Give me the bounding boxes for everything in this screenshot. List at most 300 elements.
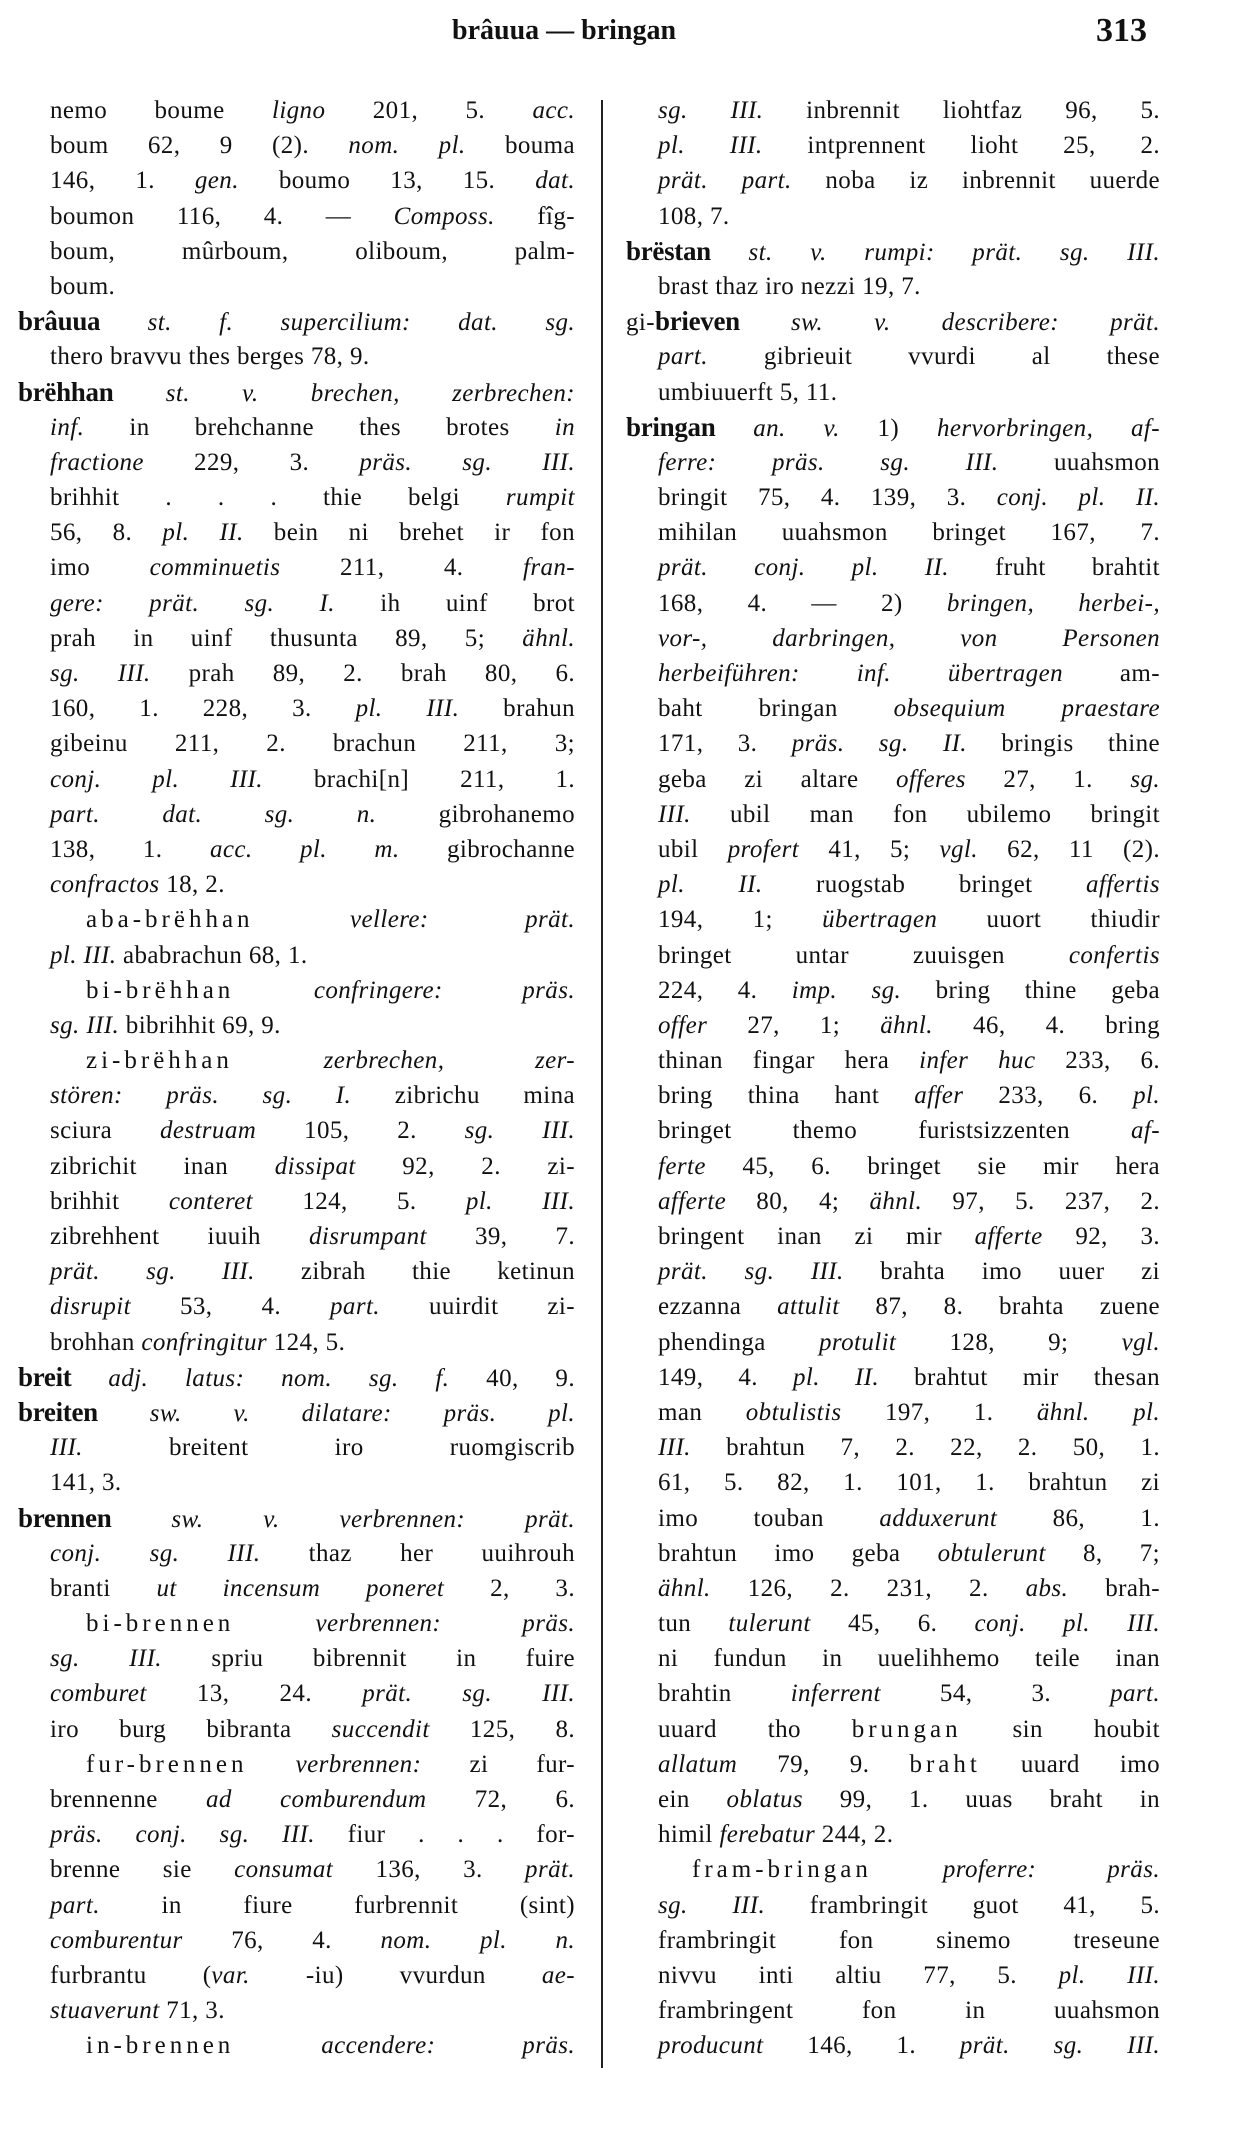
- text-line: [658, 1676, 1160, 1711]
- italic-text: st. v. rumpi: prät. sg. III.: [748, 238, 1160, 266]
- italic-text: part.: [658, 343, 708, 371]
- roman-text: 1): [839, 414, 937, 442]
- text-line: [658, 1571, 1160, 1606]
- roman-text: bring thina hant: [658, 1082, 915, 1110]
- italic-text: conj. pl. III.: [974, 1610, 1160, 1638]
- italic-text: vgl.: [939, 835, 978, 863]
- roman-text: bibrihhit 69, 9.: [119, 1011, 281, 1039]
- roman-text: 46, 4. bring: [932, 1011, 1160, 1039]
- roman-text: furbrantu (: [50, 1961, 212, 1989]
- text-line: [658, 1360, 1160, 1395]
- italic-text: attulit: [777, 1293, 840, 1321]
- roman-text: ababrachun 68, 1.: [116, 941, 308, 969]
- roman-text: geba zi altare: [658, 765, 896, 793]
- italic-text: verbrennen: präs.: [315, 1610, 576, 1638]
- italic-text: verbrennen:: [295, 1750, 422, 1778]
- roman-text: bringet untar zuuisgen: [658, 941, 1069, 969]
- roman-text: [740, 309, 791, 336]
- italic-text: fractione: [50, 448, 144, 476]
- italic-text: gere: prät. sg. I.: [50, 589, 335, 617]
- italic-text: pl. III.: [1058, 1961, 1160, 1989]
- text-line: [658, 1501, 1160, 1536]
- italic-text: obtulerunt: [937, 1539, 1046, 1567]
- roman-text: 86, 1.: [997, 1504, 1160, 1532]
- roman-text: 8, 7;: [1045, 1539, 1160, 1567]
- italic-text: rumpit: [505, 484, 575, 512]
- italic-text: gen.: [194, 167, 239, 195]
- roman-text: 171, 3.: [658, 730, 792, 758]
- sub-entry-headword: aba-brëhhan: [86, 906, 254, 934]
- roman-text: brahtun imo geba: [658, 1539, 938, 1567]
- roman-text: 138, 1.: [50, 835, 210, 863]
- roman-text: 146, 1.: [50, 167, 195, 195]
- italic-text: afferte: [658, 1187, 727, 1215]
- roman-text: 201, 5.: [325, 97, 533, 124]
- italic-text: adj. latus: nom. sg. f.: [108, 1364, 450, 1392]
- italic-text: prät. conj. pl. II.: [658, 554, 949, 582]
- italic-text: dissipat: [274, 1152, 356, 1180]
- roman-text: spriu bibrennit in fuire: [161, 1645, 575, 1673]
- italic-text: vgl.: [1121, 1328, 1161, 1356]
- headword: brennen: [18, 1502, 112, 1533]
- italic-text: accendere: präs.: [321, 2032, 576, 2060]
- italic-text: part. dat. sg. n.: [50, 800, 377, 828]
- roman-text: prah in uinf thusunta 89, 5;: [50, 624, 523, 652]
- roman-text: fruht brahtit: [948, 554, 1160, 582]
- headword: breiten: [18, 1396, 98, 1427]
- roman-text: 197, 1.: [841, 1398, 1037, 1426]
- italic-text: präs. sg. II.: [791, 730, 967, 758]
- sub-entry-headword: zi-brëhhan: [86, 1047, 233, 1075]
- roman-text: 97, 5. 237, 2.: [922, 1187, 1161, 1215]
- roman-text: zibrah thie ketinun: [254, 1258, 575, 1286]
- roman-text: 160, 1. 228, 3.: [50, 695, 356, 723]
- italic-text: prät. part.: [658, 167, 792, 195]
- italic-text: succendit: [331, 1715, 430, 1743]
- text-line: [658, 1993, 1160, 2028]
- roman-text: phendinga: [658, 1328, 819, 1356]
- italic-text: ferebatur: [719, 1821, 816, 1849]
- roman-text: boumo 13, 15.: [238, 167, 536, 195]
- sub-entry-headword: fur-brennen: [86, 1750, 248, 1778]
- italic-text: profert: [727, 835, 800, 863]
- italic-text: III.: [658, 1434, 691, 1462]
- italic-text: affer: [914, 1082, 964, 1110]
- roman-text: brah-: [1068, 1574, 1160, 1602]
- roman-text: 168, 4. — 2): [658, 589, 947, 617]
- roman-text: 229, 3.: [143, 448, 360, 476]
- roman-text: gibrieuit vvurdi al these: [707, 343, 1160, 371]
- headword: brâuua: [18, 306, 101, 337]
- roman-text: 27, 1;: [707, 1011, 881, 1039]
- italic-text: sw. v. describere: prät.: [791, 309, 1160, 337]
- roman-text: 2, 3.: [444, 1574, 575, 1602]
- roman-text: brihhit . . . thie belgi: [50, 484, 506, 512]
- text-line: [626, 234, 1160, 269]
- italic-text: prät.: [525, 1856, 575, 1884]
- text-line: [658, 339, 1160, 374]
- roman-text: 62, 11 (2).: [977, 835, 1160, 863]
- roman-text: 105, 2.: [256, 1117, 465, 1145]
- italic-text: pl. III.: [355, 695, 460, 723]
- roman-text: 45, 6.: [810, 1610, 975, 1638]
- italic-text: Composs.: [393, 202, 495, 230]
- roman-text: 56, 8.: [50, 519, 163, 547]
- roman-text: umbiuuerft 5, 11.: [658, 378, 838, 406]
- roman-text: boum.: [50, 272, 116, 300]
- roman-text: 80, 4;: [726, 1187, 870, 1215]
- italic-text: zerbrechen, zer-: [323, 1047, 575, 1075]
- text-line: [658, 1747, 1160, 1782]
- italic-text: obsequium praestare: [893, 695, 1160, 723]
- roman-text: brennenne: [50, 1786, 206, 1813]
- roman-text: bein ni brehet ir fon: [243, 519, 575, 547]
- roman-text: thero bravvu thes berges 78, 9.: [50, 343, 370, 371]
- italic-text: conj. sg. III.: [50, 1539, 261, 1567]
- italic-text: inferrent: [790, 1680, 881, 1708]
- roman-text: 146, 1.: [763, 2032, 960, 2060]
- text-line: [658, 1043, 1160, 1078]
- roman-text: 126, 2. 231, 2.: [710, 1574, 1026, 1602]
- roman-text: am-: [1062, 660, 1161, 687]
- text-line: [658, 1817, 1160, 1852]
- italic-text: pl. II.: [793, 1363, 880, 1391]
- italic-text: an. v.: [753, 414, 840, 442]
- text-line: [692, 1852, 1160, 1887]
- text-line: [658, 797, 1160, 832]
- italic-text: ähnl.: [880, 1011, 933, 1039]
- sub-entry-headword: bi-brennen: [86, 1610, 235, 1638]
- roman-text: brihhit: [50, 1187, 169, 1215]
- italic-text: acc. pl. m.: [209, 835, 400, 863]
- roman-text: 87, 8. brahta zuene: [839, 1293, 1160, 1321]
- roman-text: 39, 7.: [426, 1223, 575, 1250]
- text-line: [658, 1465, 1160, 1500]
- italic-text: präs. conj. sg. III.: [50, 1821, 315, 1849]
- italic-text: sw. v. dilatare: präs. pl.: [149, 1399, 575, 1427]
- roman-text: bringent inan zi mir: [658, 1223, 975, 1250]
- italic-text: vor-, darbringen, von Personen: [658, 624, 1160, 652]
- text-line: [626, 410, 1160, 445]
- italic-text: ut incensum poneret: [156, 1574, 445, 1602]
- roman-text: sciura: [50, 1117, 160, 1145]
- roman-text: uuard imo: [980, 1750, 1160, 1778]
- roman-text: [872, 1856, 943, 1883]
- text-line: [658, 1184, 1160, 1219]
- text-line: [658, 128, 1160, 163]
- roman-text: 233, 6.: [963, 1082, 1134, 1110]
- italic-text: sg.: [1130, 765, 1160, 793]
- italic-text: consumat: [234, 1856, 334, 1884]
- text-line: [658, 1782, 1160, 1817]
- italic-text: sg. III.: [658, 1891, 766, 1919]
- italic-text: übertragen: [822, 906, 938, 934]
- roman-text: uuahsmon: [998, 448, 1160, 476]
- roman-text: fîg-: [494, 202, 575, 230]
- italic-text: pl.: [1133, 1082, 1160, 1110]
- italic-text: prät. sg. III.: [959, 2032, 1160, 2060]
- italic-text: pl. III.: [465, 1187, 575, 1215]
- italic-text: part.: [1110, 1680, 1161, 1708]
- header-title: brâuua — bringan: [452, 15, 677, 46]
- italic-text: allatum: [658, 1750, 738, 1778]
- roman-text: brast thaz iro nezzi 19, 7.: [658, 272, 921, 300]
- italic-text: var.: [211, 1961, 250, 1989]
- text-line: [658, 902, 1160, 937]
- headword: bringan: [626, 411, 716, 442]
- text-line: [658, 375, 1160, 410]
- roman-text: fiur . . . for-: [314, 1821, 575, 1849]
- text-line: [658, 445, 1160, 480]
- italic-text: offeres: [895, 765, 966, 793]
- roman-text: nivvu inti altiu 77, 5.: [658, 1961, 1059, 1989]
- headword: breit: [18, 1361, 72, 1392]
- roman-text: brachi[n] 211, 1.: [262, 765, 575, 793]
- roman-text: 76, 4.: [182, 1926, 381, 1954]
- italic-text: pl. II.: [162, 519, 244, 547]
- italic-text: fran-: [522, 554, 575, 582]
- roman-text: frambringent fon in uuahsmon: [658, 1997, 1160, 2025]
- roman-text: -iu) vvurdun: [249, 1961, 542, 1989]
- roman-text: 124, 5.: [267, 1328, 346, 1356]
- italic-text: stören: präs. sg. I.: [50, 1082, 352, 1110]
- headword: brëhhan: [18, 376, 114, 407]
- italic-text: affertis: [1085, 871, 1160, 899]
- italic-text: prät. sg. III.: [50, 1258, 255, 1286]
- roman-text: imo touban: [658, 1504, 880, 1532]
- roman-text: 54, 3.: [880, 1680, 1111, 1708]
- roman-text: brahun: [459, 695, 575, 723]
- roman-text: brohhan: [50, 1328, 142, 1356]
- text-line: [658, 586, 1160, 621]
- roman-text: 27, 1.: [965, 765, 1131, 793]
- roman-text: frambringit fon sinemo treseune: [658, 1926, 1160, 1954]
- roman-text: boumon 116, 4. —: [50, 202, 394, 230]
- roman-text: prah 89, 2. brah 80, 6.: [150, 660, 575, 687]
- sub-entry-headword: fram-bringan: [692, 1856, 872, 1884]
- text-line: [658, 269, 1160, 304]
- roman-text: 108, 7.: [658, 202, 730, 230]
- headword: brieven: [654, 306, 740, 337]
- roman-text: 128, 9;: [896, 1328, 1122, 1356]
- italic-text: offer: [658, 1011, 708, 1039]
- roman-text: 233, 6.: [1035, 1047, 1160, 1075]
- italic-text: III.: [658, 800, 691, 828]
- roman-text: thinan fingar hera: [658, 1047, 920, 1075]
- italic-text: imp. sg.: [791, 976, 902, 1004]
- text-line: [658, 621, 1160, 656]
- roman-text: ubil man fon ubilemo bringit: [690, 800, 1160, 828]
- italic-text: ae-: [541, 1961, 575, 1989]
- italic-text: pl. III.: [50, 941, 117, 969]
- roman-text: brahtun 7, 2. 22, 2. 50, 1.: [690, 1434, 1160, 1462]
- italic-text: sg. III.: [50, 1645, 162, 1673]
- roman-text: 40, 9.: [449, 1364, 575, 1392]
- text-line: [658, 1008, 1160, 1043]
- roman-text: uuirdit zi-: [379, 1293, 575, 1321]
- italic-text: comburentur: [50, 1926, 183, 1954]
- italic-text: ad comburendum: [205, 1786, 427, 1813]
- text-line: [658, 656, 1160, 691]
- roman-text: bring thine geba: [901, 976, 1160, 1004]
- italic-text: sg. III.: [464, 1117, 575, 1145]
- italic-text: ligno: [271, 97, 326, 124]
- text-line: [658, 1958, 1160, 1993]
- roman-text: gi-: [626, 309, 655, 337]
- sub-entry-headword: brungan: [851, 1715, 962, 1743]
- italic-text: herbeiführen: inf. übertragen: [658, 660, 1063, 687]
- italic-text: afferte: [974, 1223, 1043, 1250]
- roman-text: 211, 4.: [280, 554, 523, 582]
- roman-text: himil: [658, 1821, 720, 1849]
- text-line: [658, 867, 1160, 902]
- roman-text: intprennent lioht 25, 2.: [762, 132, 1160, 160]
- roman-text: 79, 9.: [737, 1750, 910, 1778]
- headword: brëstan: [626, 235, 711, 266]
- italic-text: conj. pl. II.: [996, 484, 1160, 512]
- roman-text: 149, 4.: [658, 1363, 793, 1391]
- roman-text: 92, 3.: [1042, 1223, 1160, 1250]
- italic-text: st. v. brechen, zerbrechen:: [165, 379, 575, 407]
- text-line: [658, 2028, 1160, 2063]
- sub-entry-headword: in-brennen: [86, 2032, 235, 2060]
- italic-text: stuaverunt: [50, 1997, 160, 2025]
- roman-text: ein: [658, 1786, 727, 1813]
- roman-text: 244, 2.: [815, 1821, 894, 1849]
- roman-text: 136, 3.: [333, 1856, 526, 1884]
- italic-text: disrupit: [50, 1293, 131, 1321]
- italic-text: in: [554, 413, 575, 441]
- roman-text: in brehchanne thes brotes: [84, 413, 555, 441]
- italic-text: proferre: präs.: [942, 1856, 1160, 1884]
- roman-text: brahta imo uuer zi: [843, 1258, 1161, 1286]
- italic-text: adduxerunt: [879, 1504, 998, 1532]
- text-line: [658, 1078, 1160, 1113]
- text-line: [658, 1289, 1160, 1324]
- italic-text: part.: [330, 1293, 380, 1321]
- text-line: [658, 1395, 1160, 1430]
- roman-text: inbrennit liohtfaz 96, 5.: [763, 97, 1161, 124]
- roman-text: gibeinu 211, 2. brachun 211, 3;: [50, 730, 575, 758]
- roman-text: nemo boume: [50, 97, 272, 124]
- roman-text: ezzanna: [658, 1293, 778, 1321]
- italic-text: conj. pl. III.: [50, 765, 263, 793]
- roman-text: 72, 6.: [426, 1786, 575, 1813]
- roman-text: uuard tho: [658, 1715, 852, 1743]
- text-line: [658, 1641, 1160, 1676]
- italic-text: disrumpant: [309, 1223, 427, 1250]
- text-line: [658, 1149, 1160, 1184]
- italic-text: sg. III.: [50, 1011, 120, 1039]
- text-line: [658, 1430, 1160, 1465]
- text-line: [658, 1325, 1160, 1360]
- roman-text: noba iz inbrennit uuerde: [791, 167, 1161, 195]
- roman-text: 92, 2. zi-: [355, 1152, 575, 1180]
- roman-text: 141, 3.: [50, 1469, 122, 1497]
- italic-text: III.: [50, 1434, 83, 1462]
- roman-text: 71, 3.: [159, 1997, 225, 2025]
- roman-text: ubil: [658, 835, 728, 863]
- italic-text: confractos: [50, 871, 160, 899]
- italic-text: bringen, herbei-,: [946, 589, 1160, 617]
- text-line: [658, 199, 1160, 234]
- roman-text: bringis thine: [966, 730, 1160, 758]
- italic-text: confringere: präs.: [313, 976, 575, 1004]
- roman-text: ruogstab bringet: [762, 871, 1086, 899]
- text-line: [658, 1888, 1160, 1923]
- text-line: [658, 1606, 1160, 1641]
- text-line: [658, 973, 1160, 1008]
- roman-text: [711, 239, 749, 266]
- roman-text: mihilan uuahsmon bringet 167, 7.: [658, 519, 1160, 547]
- italic-text: ferre: präs. sg. III.: [658, 448, 999, 476]
- italic-text: confertis: [1068, 941, 1160, 969]
- roman-text: brenne sie: [50, 1856, 235, 1884]
- text-line: [658, 1712, 1160, 1747]
- roman-text: 194, 1;: [658, 906, 823, 934]
- text-line: [658, 1113, 1160, 1148]
- italic-text: nom. pl. n.: [380, 1926, 575, 1954]
- text-line: [658, 1254, 1160, 1289]
- text-line: [626, 304, 1160, 339]
- text-line: [658, 832, 1160, 867]
- text-line: [658, 1923, 1160, 1958]
- italic-text: tulerunt: [728, 1610, 811, 1638]
- italic-text: comburet: [50, 1680, 147, 1708]
- italic-text: producunt: [658, 2032, 764, 2060]
- roman-text: boum 62, 9 (2).: [50, 132, 349, 160]
- roman-text: bringit 75, 4. 139, 3.: [658, 484, 997, 512]
- roman-text: zibrichu mina: [351, 1082, 576, 1110]
- italic-text: part.: [50, 1891, 100, 1919]
- italic-text: ähnl.: [869, 1187, 923, 1215]
- italic-text: prät. sg. III.: [658, 1258, 844, 1286]
- roman-text: bringet themo furistsizzenten: [658, 1117, 1132, 1145]
- roman-text: 41, 5;: [799, 835, 940, 863]
- text-line: [658, 93, 1160, 128]
- italic-text: infer huc: [919, 1047, 1036, 1075]
- roman-text: 53, 4.: [131, 1293, 331, 1321]
- italic-text: prät. sg. III.: [362, 1680, 575, 1708]
- text-line: [658, 691, 1160, 726]
- roman-text: ih uinf brot: [334, 589, 575, 617]
- roman-text: breitent iro ruomgiscrib: [82, 1434, 575, 1462]
- roman-text: zibrichit inan: [50, 1152, 275, 1180]
- italic-text: ähnl. pl.: [1036, 1398, 1160, 1426]
- italic-text: inf.: [50, 413, 85, 441]
- italic-text: protulit: [818, 1328, 897, 1356]
- italic-text: ähnl.: [658, 1574, 711, 1602]
- text-line: [658, 938, 1160, 973]
- roman-text: 13, 24.: [146, 1680, 363, 1708]
- italic-text: sw. v. verbrennen: prät.: [171, 1505, 575, 1533]
- text-line: [658, 480, 1160, 515]
- italic-text: dat.: [535, 167, 575, 195]
- roman-text: zi fur-: [421, 1750, 576, 1778]
- roman-text: imo: [50, 554, 150, 582]
- italic-text: sg. III.: [50, 660, 151, 687]
- text-line: [658, 1219, 1160, 1254]
- roman-text: [715, 415, 753, 442]
- italic-text: af-: [1131, 1117, 1160, 1145]
- roman-text: 224, 4.: [658, 976, 792, 1004]
- italic-text: pl. II.: [658, 871, 763, 899]
- italic-text: hervorbringen, af-: [936, 414, 1160, 442]
- page-number: 313: [1096, 12, 1147, 49]
- italic-text: confringitur: [141, 1328, 268, 1356]
- roman-text: gibrohanemo: [376, 800, 575, 828]
- roman-text: ni fundun in uuelihhemo teile inan: [658, 1645, 1160, 1673]
